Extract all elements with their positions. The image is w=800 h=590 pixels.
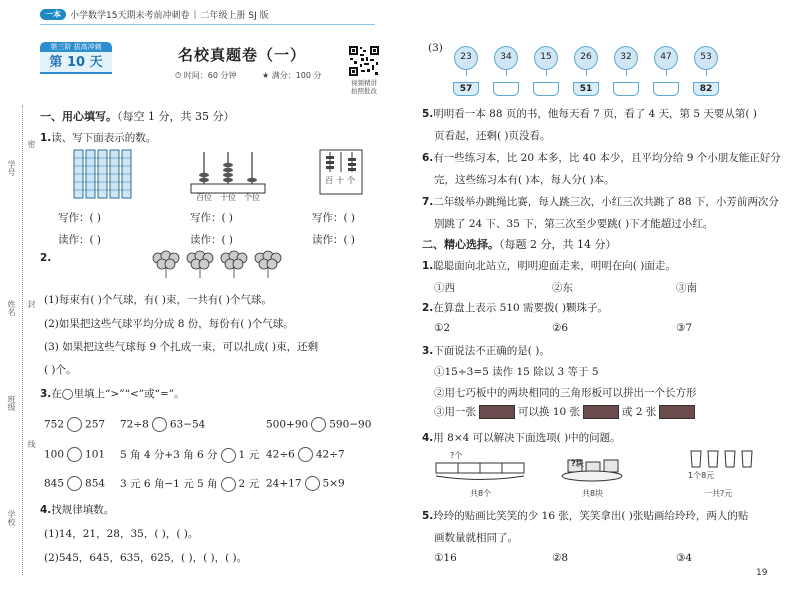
mc4-caption-count: ?个 [450, 451, 463, 460]
q3-item[interactable]: 100 101 [44, 448, 106, 461]
answer-pot[interactable] [613, 82, 639, 96]
q4-line-2[interactable]: (2)545，645，635，625，( )，( )，( )。 [44, 552, 248, 564]
q1-read-2[interactable]: 读作：( ) [190, 234, 234, 246]
q4-sub3-label: (3) [428, 42, 443, 54]
q3-item[interactable]: 24+17 5×9 [266, 477, 345, 490]
answer-circle[interactable] [67, 447, 82, 462]
mc3-option-2[interactable]: ②用七巧板中的两块相同的三角形板可以拼出一个长方形 [434, 387, 697, 399]
seal-mark: 密 [27, 140, 36, 148]
q3-item[interactable]: 72÷8 63−54 [120, 418, 206, 431]
section-1-heading: 一、用心填写。（每空 1 分，共 35 分） [40, 110, 235, 123]
mc5-option-1[interactable]: ①16 [434, 552, 457, 564]
banknote-icon [583, 405, 619, 419]
q2-line-2[interactable]: (2)如果把这些气球平均分成 8 份，每份有( )个气球。 [44, 318, 294, 330]
q5-line-1[interactable]: 5.明明看一本 88 页的书，他每天看 7 页，看了 4 天，第 5 天要从第( ) [422, 108, 757, 120]
flower-item: 47 [652, 46, 680, 96]
counter-place-labels: 百 十 个 [325, 176, 355, 185]
answer-circle[interactable] [305, 476, 320, 491]
q6-line-2[interactable]: 完，这些练习本有( )本，每人分( )本。 [434, 174, 615, 186]
counter-figure [318, 148, 364, 196]
flower-item: 15 [532, 46, 560, 96]
stage-band: 第三阶 拔高冲刺 [40, 42, 112, 52]
series-header: 一本 小学数学15天期末考前冲刺卷 | 二年级上册 SJ 版 [40, 8, 269, 21]
mc5-option-2[interactable]: ②8 [552, 552, 569, 564]
flower-item: 32 [612, 46, 640, 96]
side-label-name: 姓名 [7, 300, 16, 316]
q1-write-2[interactable]: 写作：( ) [190, 212, 234, 224]
mc1-option-1[interactable]: ①西 [434, 282, 455, 294]
day-label: 第 10 天 [40, 52, 112, 74]
q1-write-1[interactable]: 写作：( ) [58, 212, 102, 224]
answer-pot: 57 [453, 82, 479, 96]
q3-item[interactable]: 3 元 6 角−1 元 5 角 2 元 [120, 478, 260, 490]
qr-caption: 视频精讲 拍照批改 [351, 79, 377, 95]
flower-pattern [452, 46, 720, 96]
answer-pot[interactable] [533, 82, 559, 96]
side-label-school: 学校 [7, 510, 16, 526]
mc1-stem: 1.聪聪面向北站立，明明迎面走来，明明在向( )面走。 [422, 260, 676, 272]
answer-circle[interactable] [221, 477, 236, 492]
q2-line-4[interactable]: ( )个。 [44, 364, 77, 376]
q3-stem: 3.在◯里填上“>”“<”或“=”。 [40, 388, 185, 400]
q1-read-1[interactable]: 读作：( ) [58, 234, 102, 246]
mc4-caption-price: 1个8元 [688, 471, 715, 480]
flower-item: 53 82 [692, 46, 720, 96]
mc2-option-3[interactable]: ③7 [676, 322, 693, 334]
qr-code-icon[interactable] [348, 45, 380, 77]
q1-stem: 1.读、写下面表示的数。 [40, 132, 157, 144]
mc4-stem: 4.用 8×4 可以解决下面选项( )中的问题。 [422, 432, 621, 444]
series-name: 小学数学15天期末考前冲刺卷 [70, 11, 190, 21]
grade-label: 二年级上册 SJ 版 [200, 11, 269, 21]
q5-line-2[interactable]: 页看起，还剩( )页没看。 [434, 130, 551, 142]
mc3-stem: 3.下面说法不正确的是( )。 [422, 345, 550, 357]
q3-item[interactable]: 42÷6 42÷7 [266, 448, 345, 461]
mc5-line-2: 画数量就相同了。 [434, 532, 518, 544]
mc2-stem: 2.在算盘上表示 510 需要拨( )颗珠子。 [422, 302, 609, 314]
q7-line-2[interactable]: 别跳了 24 下、35 下，第三次至少要跳( )下才能超过小红。 [434, 218, 714, 230]
q3-item[interactable]: 5 角 4 分+3 角 6 分 1 元 [120, 449, 260, 461]
binding-line [22, 105, 23, 575]
flower-item: 23 57 [452, 46, 480, 96]
brand-logo: 一本 [40, 9, 66, 20]
mc4-caption-total: 共8个 [470, 489, 492, 498]
answer-pot: 82 [693, 82, 719, 96]
header-divider [40, 24, 375, 25]
mc5-line-1: 5.玲玲的贴画比笑笑的少 16 张，笑笑拿出( )张贴画给玲玲，两人的贴 [422, 510, 749, 522]
answer-pot: 51 [573, 82, 599, 96]
mc1-option-3[interactable]: ③南 [676, 282, 697, 294]
flower-item: 34 [492, 46, 520, 96]
cups-figure [688, 448, 758, 470]
answer-circle[interactable] [298, 447, 313, 462]
side-label-student-id: 学号 [7, 160, 16, 176]
answer-circle[interactable] [152, 417, 167, 432]
answer-circle[interactable] [221, 448, 236, 463]
answer-pot[interactable] [493, 82, 519, 96]
flower-item: 26 51 [572, 46, 600, 96]
answer-circle[interactable] [311, 417, 326, 432]
section-2-heading: 二、精心选择。（每题 2 分，共 14 分） [422, 238, 617, 251]
banknote-icon [659, 405, 695, 419]
abacus-figure [190, 150, 266, 194]
q4-stem: 4.找规律填数。 [40, 504, 115, 516]
mc3-option-3[interactable]: ③用一张 可以换 10 张 或 2 张 [434, 404, 698, 419]
q6-line-1: 6.有一些练习本，比 20 本多，比 40 本少，且平均分给 9 个小朋友能正好分 [422, 152, 781, 164]
balloon-bunches-figure [150, 250, 286, 280]
mc1-option-2[interactable]: ②东 [552, 282, 573, 294]
seal-mark: 封 [27, 300, 36, 308]
mc3-option-1[interactable]: ①15÷3=5 读作 15 除以 3 等于 5 [434, 366, 599, 378]
answer-circle[interactable] [67, 417, 82, 432]
mc4-caption-pieces: ?块 [571, 459, 584, 468]
mc2-option-2[interactable]: ②6 [552, 322, 569, 334]
side-label-class: 班级 [7, 395, 16, 411]
q3-item[interactable]: 845 854 [44, 477, 106, 490]
q1-write-3[interactable]: 写作：( ) [312, 212, 356, 224]
answer-circle[interactable] [67, 476, 82, 491]
banknote-icon [479, 405, 515, 419]
mc5-option-3[interactable]: ③4 [676, 552, 693, 564]
page-title: 名校真题卷（一） [178, 46, 307, 64]
q2-line-1[interactable]: (1)每束有( )个气球，有( )束，一共有( )个气球。 [44, 294, 272, 306]
mc4-caption-price-total: 一共?元 [704, 489, 733, 498]
q3-item[interactable]: 500+90 590−90 [266, 418, 372, 431]
mc4-caption-pieces-total: 共8块 [582, 489, 604, 498]
full-score: ★ 满分：100 分 [262, 71, 322, 80]
bar-segment-figure [434, 461, 530, 483]
base-ten-blocks-figure [72, 148, 142, 204]
page-number: 19 [756, 568, 768, 578]
q3-item[interactable]: 752 257 [44, 418, 106, 431]
seal-mark: 线 [27, 440, 36, 448]
q1-read-3[interactable]: 读作：( ) [312, 234, 356, 246]
mc2-option-1[interactable]: ①2 [434, 322, 451, 334]
q2-number: 2. [40, 252, 52, 264]
cake-plate-figure [560, 452, 624, 484]
time-limit: ⏱ 时间：60 分钟 [175, 71, 237, 80]
q2-line-3[interactable]: (3) 如果把这些气球每 9 个扎成一束，可以扎成( )束，还剩 [44, 341, 319, 353]
q7-line-1: 7.二年级举办跳绳比赛，每人跳三次，小红三次共跳了 88 下，小芳前两次分 [422, 196, 779, 208]
answer-pot[interactable] [653, 82, 679, 96]
q4-line-1[interactable]: (1)14，21，28，35，( )，( )。 [44, 528, 199, 540]
abacus-place-labels: 百位 十位 个位 [196, 193, 260, 202]
